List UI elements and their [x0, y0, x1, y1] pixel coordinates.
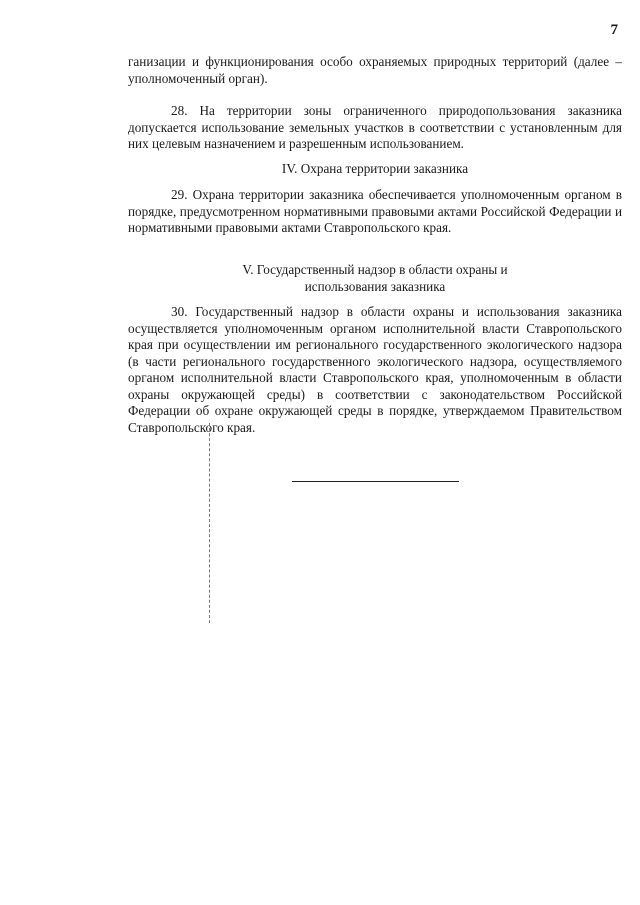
section-4-heading-text: IV. Охрана территории заказника	[281, 161, 469, 176]
intro-paragraph: ганизации и функционирования особо охраняемых природных территорий (далее – уполномоченный орган).	[128, 54, 622, 86]
paragraph-28: 28. На территории зоны ограниченного природопользования заказника допускается использование земельных участков в соответствии с установленным для них целевым назначением и разрешенным использованием.	[128, 103, 622, 151]
section-5-heading-line2: использования заказника	[304, 278, 446, 294]
paragraph-30: 30. Государственный надзор в области охраны и использования заказника осуществляется уполномоченным органом исполнительной власти Ставропольского края при осуществлении им регионального государственного экологического надзора (в части регионального государственного экологического надзора, осуществляемого органом исполнительной власти Ставропольского края, уполномоченным в области охраны окружающей среды) в соответствии с законодательством Российской Федерации об охране окружающей среды в порядке, утверждаемом Правительством Ставропольского края.	[128, 304, 622, 435]
section-4-heading	[128, 161, 622, 178]
page-number: 7	[610, 22, 618, 38]
section-5-heading	[128, 262, 622, 295]
section-5-heading-line1: V. Государственный надзор в области охраны и	[242, 262, 508, 277]
end-separator-line	[292, 481, 459, 482]
paragraph-29: 29. Охрана территории заказника обеспечивается уполномоченным органом в порядке, предусмотренном нормативными правовыми актами Российской Федерации и нормативными правовыми актами Ставропольского края.	[128, 187, 622, 235]
scan-artifact-line	[209, 423, 210, 623]
